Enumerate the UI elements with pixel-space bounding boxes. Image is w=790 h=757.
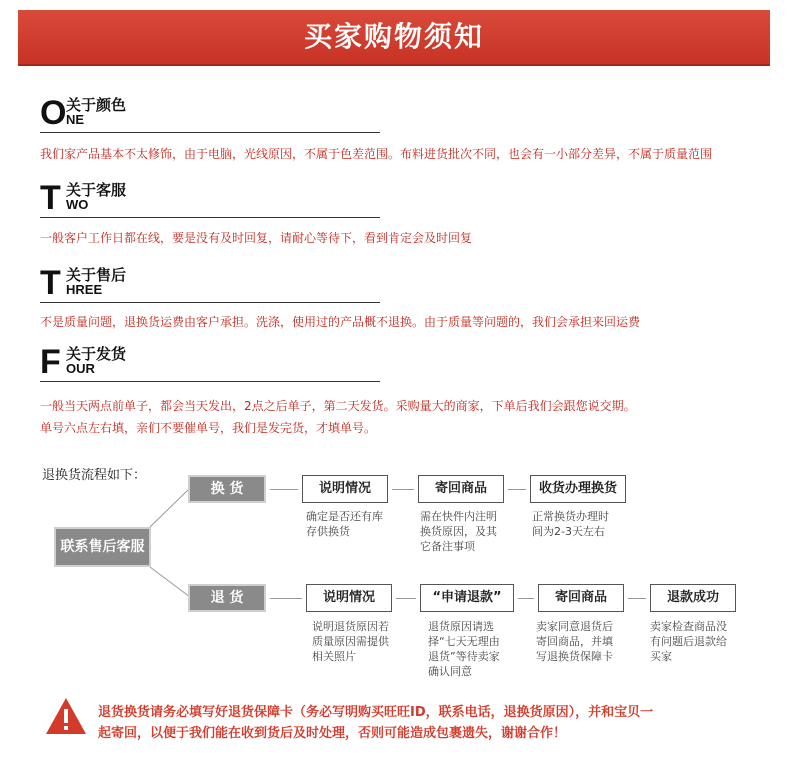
section-color-text: 我们家产品基本不太修饰，由于电脑，光线原因，不属于色差范围。布料进货批次不同，也会有一小部分差异，不属于质量范围 <box>40 147 713 161</box>
section-title: 关于客服 <box>66 181 127 199</box>
flow-title: 退换货流程如下： <box>42 468 147 483</box>
refund-note-1: 说明退货原因若 质量原因需提供 相关照片 <box>312 620 389 663</box>
warning-line-1: 退货换货请务必填写好退货保障卡（务必写明购买旺旺ID，联系电话，退换货原因），并和宝贝一 <box>98 705 654 720</box>
section-subtitle: NE <box>66 112 85 127</box>
section-initial: T <box>40 179 61 217</box>
exchange-step-process: 收货办理换货 <box>530 475 626 503</box>
section-subtitle: HREE <box>66 282 103 297</box>
exchange-step-return: 寄回商品 <box>418 475 504 503</box>
refund-label-box: 退 货 <box>188 584 266 612</box>
section-subtitle: WO <box>66 197 89 212</box>
section-initial: O <box>40 94 67 132</box>
section-shipping-text-2: 单号六点左右填，亲们不要催单号，我们是发完货，才填单号。 <box>40 421 377 435</box>
refund-note-2: 退货原因请选 择“七天无理由 退货”等待卖家 确认同意 <box>428 620 500 678</box>
contact-service-box: 联系售后客服 <box>54 527 151 567</box>
flow-line <box>270 598 302 599</box>
section-shipping-text-1: 一般当天两点前单子，都会当天发出，2点之后单子，第二天发货。采购量大的商家，下单后我们会跟您说交期。 <box>40 399 636 413</box>
section-title: 关于售后 <box>66 266 127 284</box>
section-aftersale-text: 不是质量问题，退换货运费由客户承担。洗涤，使用过的产品概不退换。由于质量等问题的，我们会承担来回运费 <box>40 315 641 329</box>
section-subtitle: OUR <box>66 361 95 376</box>
exchange-note-2: 需在快件内注明 换货原因，及其 它备注事项 <box>420 510 497 553</box>
refund-step-explain: 说明情况 <box>306 584 392 612</box>
section-title: 关于发货 <box>66 345 127 363</box>
exchange-note-3: 正常换货办理时 间为2-3天左右 <box>532 510 609 538</box>
refund-step-success: 退款成功 <box>650 584 736 612</box>
flow-line <box>518 598 534 599</box>
section-initial: F <box>40 343 61 381</box>
exchange-step-explain: 说明情况 <box>302 475 388 503</box>
flow-line <box>628 598 646 599</box>
flow-line <box>508 489 526 490</box>
section-initial: T <box>40 264 61 302</box>
exchange-label-box: 换 货 <box>188 475 266 503</box>
flow-line <box>270 489 298 490</box>
flow-line <box>396 598 416 599</box>
exchange-note-1: 确定是否还有库 存供换货 <box>306 510 383 538</box>
refund-note-3: 卖家同意退货后 寄回商品，并填 写退换货保障卡 <box>536 620 613 663</box>
section-title: 关于颜色 <box>66 96 127 114</box>
warning-line-2: 起寄回，以便于我们能在收到货后及时处理，否则可能造成包裹遗失，谢谢合作！ <box>98 726 567 741</box>
section-service-text: 一般客户工作日都在线，要是没有及时回复，请耐心等待下，看到肯定会及时回复 <box>40 231 473 245</box>
refund-note-4: 卖家检查商品没 有问题后退款给 买家 <box>650 620 727 663</box>
refund-step-return: 寄回商品 <box>538 584 624 612</box>
warning-triangle-icon <box>44 696 88 736</box>
refund-step-apply: “申请退款” <box>420 584 514 612</box>
page-title: 买家购物须知 <box>303 20 484 53</box>
flow-line <box>392 489 414 490</box>
